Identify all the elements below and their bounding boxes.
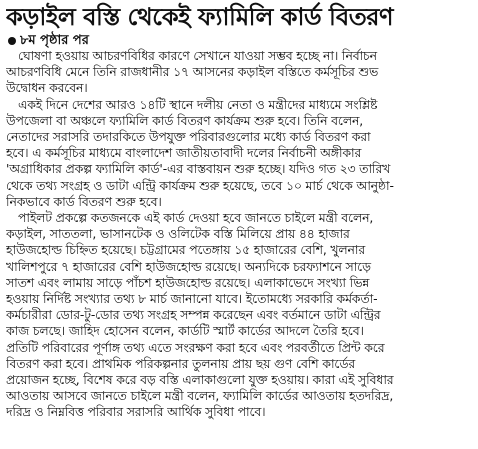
paragraph [6, 48, 472, 97]
bullet-icon [8, 37, 16, 45]
text-line: প্রতিটি পরিবারের পূর্ণাঙ্গ তথ্য এতে সংরক্ষণ করা হবে এবং পরবর্তীতে প্রিন্ট করে [6, 339, 385, 355]
text-line: প্রয়োজন হচ্ছে, বিশেষ করে বড় বস্তি এলাকাগুলো যুক্ত হওয়ায়। কারা এই সুবিধার [6, 372, 394, 388]
text-line: পাইলট প্রকল্পে কতজনকে এই কার্ড দেওয়া হবে জানতে চাইলে মন্ত্রী বলেন, [18, 210, 374, 226]
text-line: থেকে তথ্য সংগ্রহ ও ডাটা এন্ট্রি কার্যক্রম শুরু হয়েছে, তবে ১০ মার্চ থেকে আনুষ্ঠা- [6, 177, 394, 193]
text-line: উদ্বোধন করবেন। [6, 80, 88, 96]
text-line: সাতশ এবং লামায় সাড়ে পাঁচশ হাউজহোল্ড রয়েছে। এলাকাভেদে সংখ্যা ভিন্ন [6, 274, 370, 290]
paragraph [6, 97, 472, 210]
text-line: হওয়ায় নির্দিষ্ট সংখ্যার তথ্য ৮ মার্চ জানানো যাবে। ইতোমধ্যে সরকারি কর্মকর্তা- [6, 291, 378, 307]
text-line: দরিদ্র ও নিম্নবিত্ত পরিবার সরাসরি আর্থিক সুবিধা পাবে। [6, 404, 266, 420]
text-line: কাজ চলছে। জাহিদ হোসেন বলেন, কার্ডটি স্মার্ট কার্ডের আদলে তৈরি হবে। [6, 323, 364, 339]
continuation-marker [8, 33, 472, 48]
text-line: একই দিনে দেশের আরও ১৪টি স্থানে দলীয় নেতা ও মন্ত্রীদের মাধ্যমে সংশ্লিষ্ট [18, 96, 378, 112]
headline: কড়াইল বস্তি থেকেই ফ্যামিলি কার্ড বিতরণ [6, 3, 393, 31]
text-line: আওতায় আসবে জানতে চাইলে মন্ত্রী বলেন, ফ্যামিলি কার্ডের আওতায় হতদরিদ্র, [6, 388, 394, 404]
text-line: কড়াইল, সাততলা, ভাসানটেক ও ওলিটেক বস্তি মিলিয়ে প্রায় ৪৪ হাজার [6, 226, 350, 242]
text-line: নেতাদের সরাসরি তদারকিতে উপযুক্ত পরিবারগুলোর মধ্যে কার্ড বিতরণ করা [6, 129, 371, 145]
text-line: উপজেলা বা অঞ্চলে ফ্যামিলি কার্ড বিতরণ কার্যক্রম শুরু হবে। তিনি বলেন, [6, 112, 364, 128]
text-line: বিতরণ করা হবে। প্রাথমিক পরিকল্পনার তুলনায় প্রায় ছয় গুণ বেশি কার্ডের [6, 355, 355, 371]
continuation-label: ৮ম পৃষ্ঠার পর [20, 33, 89, 48]
text-line: হবে। এ কর্মসূচির মাধ্যমে বাংলাদেশ জাতীয়তাবাদী দলের নির্বাচনী অঙ্গীকার [6, 145, 362, 161]
text-line: হাউজহোল্ড চিহ্নিত হয়েছে। চট্টগ্রামের পতেঙ্গায় ১৫ হাজারের বেশি, খুলনার [6, 242, 366, 258]
text-line: 'অগ্রাধিকার প্রকল্প ফ্যামিলি কার্ড'-এর বাস্তবায়ন শুরু হচ্ছে। যদিও গত ২৩ তারিখ [6, 161, 391, 177]
text-line: নিকভাবে কার্ড বিতরণ শুরু হবে। [6, 193, 162, 209]
text-line: ঘোষণা হওয়ায় আচরণবিধির কারণে সেখানে যাওয়া সম্ভব হচ্ছে না। নির্বাচন [18, 48, 377, 63]
paragraph [6, 210, 472, 421]
text-line: কর্মচারীরা ডোর-টু-ডোর তথ্য সংগ্রহ সম্পন্ন করেছেন এবং বর্তমানে ডাটা এন্ট্রির [6, 307, 381, 323]
article-body [6, 48, 472, 421]
text-line: আচরণবিধি মেনে তিনি রাজধানীর ১৭ আসনের কড়াইল বস্তিতে কর্মসূচির শুভ [6, 64, 379, 80]
text-line: খালিশপুরে ৭ হাজারের বেশি হাউজহোল্ড রয়েছে। অন্যদিকে চরফ্যাশনে সাড়ে [6, 258, 371, 274]
